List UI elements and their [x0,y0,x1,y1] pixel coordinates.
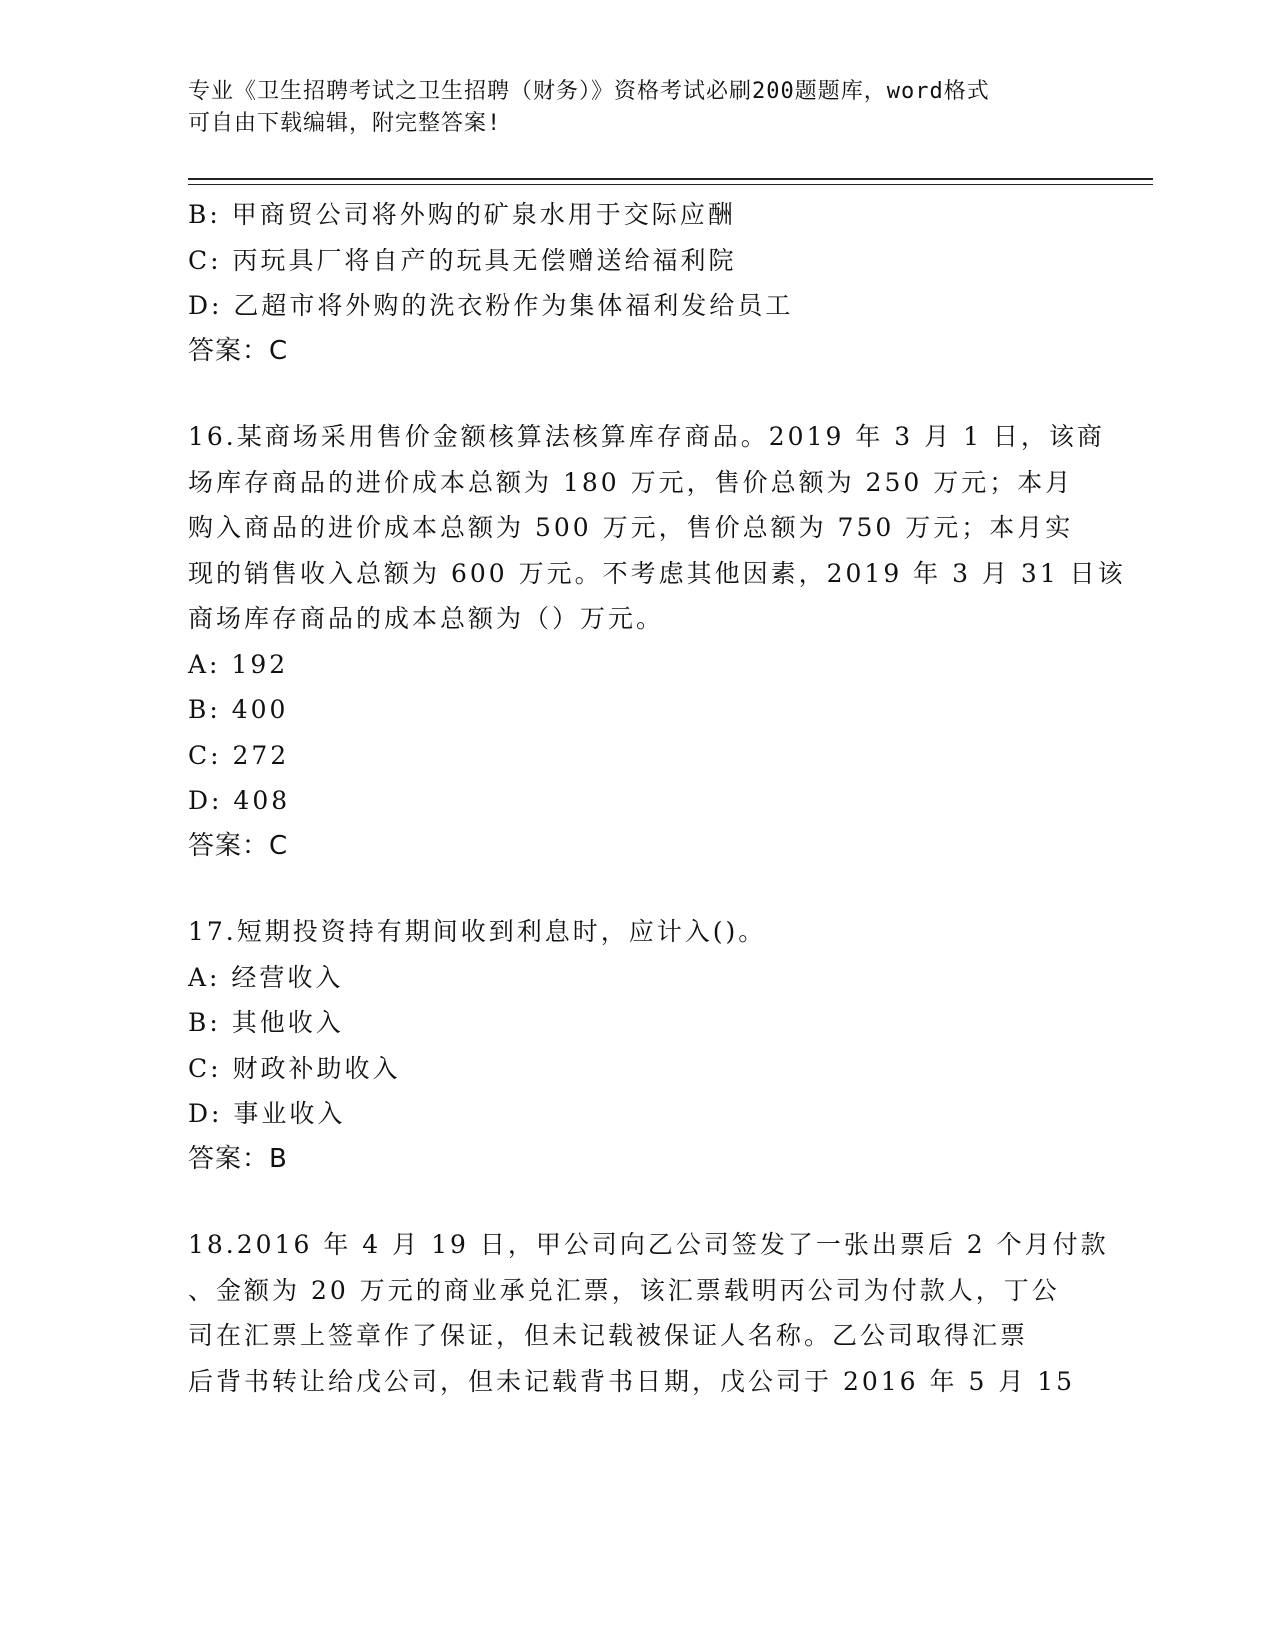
question-18 [188,1222,1109,1404]
q16-text-line: 商场库存商品的成本总额为（）万元。 [188,604,665,633]
q17-option-b: B: 其他收入 [188,1008,344,1037]
q18-text-line: 司在汇票上签章作了保证，但未记载被保证人名称。乙公司取得汇票 [188,1321,1029,1350]
q16-option-a: A: 192 [188,649,289,679]
question-15-tail [188,192,1088,374]
q15-option-c: C: 丙玩具厂将自产的玩具无偿赠送给福利院 [188,245,737,275]
header-line-2: 可自由下载编辑，附完整答案! [188,111,502,136]
q17-option-d: D: 事业收入 [188,1099,346,1128]
question-16 [188,414,1126,869]
q15-option-d: D: 乙超市将外购的洗衣粉作为集体福利发给员工 [188,291,794,320]
spacer [188,1182,1088,1222]
q16-answer: 答案：C [188,830,289,861]
q15-answer: 答案：C [188,335,289,366]
q16-option-c: C: 272 [188,740,290,770]
header-line-1: 专业《卫生招聘考试之卫生招聘（财务）》资格考试必刷200题题库，word格式 [188,79,990,104]
spacer [188,374,1088,414]
spacer [188,869,1088,909]
header-divider-thin [188,184,1153,185]
q16-text-line: 购入商品的进价成本总额为 500 万元，售价总额为 750 万元；本月实 [188,513,1074,542]
q18-text-line: 、金额为 20 万元的商业承兑汇票，该汇票载明丙公司为付款人，丁公 [188,1275,1060,1305]
header-divider-thick [188,178,1153,180]
q17-option-c: C: 财政补助收入 [188,1053,401,1083]
q17-answer: 答案：B [188,1143,288,1174]
q18-text-line: 后背书转让给戊公司，但未记载背书日期，戊公司于 2016 年 5 月 15 [188,1366,1076,1396]
q16-text-line: 现的销售收入总额为 600 万元。不考虑其他因素，2019 年 3 月 31 日该 [188,558,1126,588]
question-17 [188,909,1088,1182]
q16-text-line: 场库存商品的进价成本总额为 180 万元，售价总额为 250 万元；本月 [188,467,1074,497]
q18-text-line: 18.2016 年 4 月 19 日，甲公司向乙公司签发了一张出票后 2 个月付款 [188,1230,1109,1259]
q17-text: 17.短期投资持有期间收到利息时，应计入()。 [188,917,767,946]
q17-option-a: A: 经营收入 [188,962,344,992]
q15-option-b: B: 甲商贸公司将外购的矿泉水用于交际应酬 [188,200,736,229]
q16-option-b: B: 400 [188,695,289,724]
q16-option-d: D: 408 [188,786,291,815]
q16-text-line: 16.某商场采用售价金额核算法核算库存商品。2019 年 3 月 1 日，该商 [188,422,1105,451]
document-header [188,76,1088,140]
document-body [188,192,1126,1404]
